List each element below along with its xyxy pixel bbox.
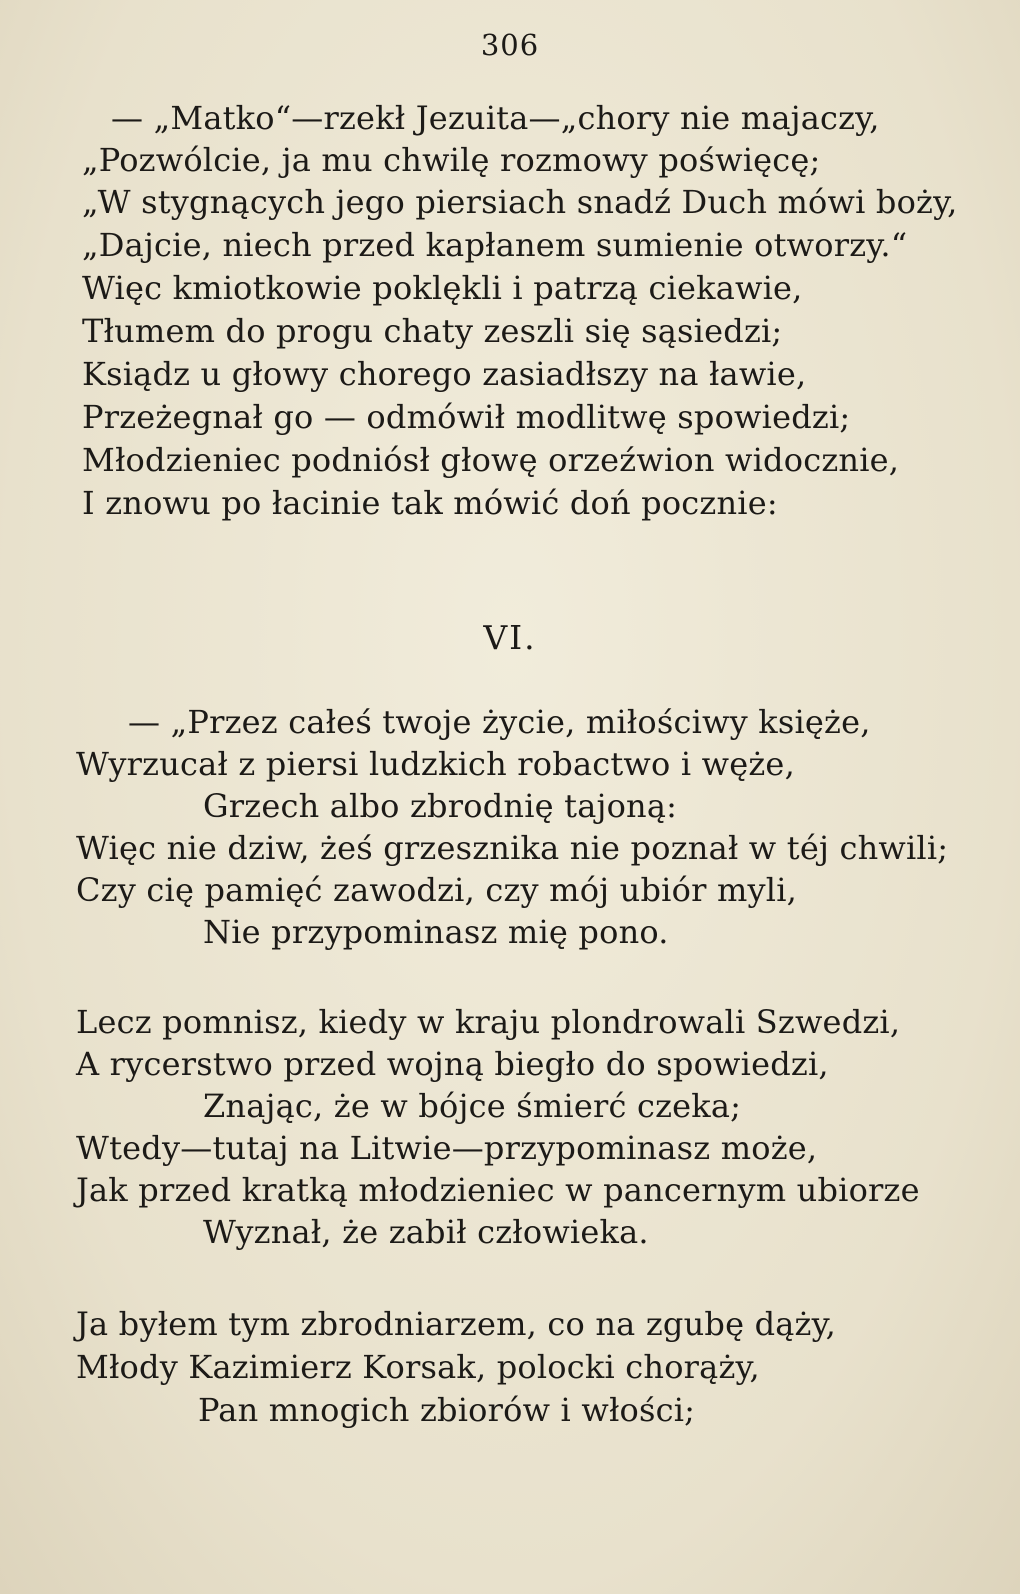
verse-line: Znając, że w bójce śmierć czeka; — [203, 1087, 742, 1125]
verse-line: „Pozwólcie, ja mu chwilę rozmowy poświęcę; — [82, 141, 821, 179]
verse-line: Pan mnogich zbiorów i włości; — [198, 1391, 696, 1429]
verse-line: Ja byłem tym zbrodniarzem, co na zgubę dąży, — [76, 1305, 837, 1343]
verse-line: Nie przypominasz mię pono. — [203, 913, 669, 951]
verse-line: Tłumem do progu chaty zeszli się sąsiedzi; — [82, 312, 783, 350]
section-heading: VI. — [483, 618, 537, 657]
verse-line: Przeżegnał go — odmówił modlitwę spowiedzi; — [82, 398, 851, 436]
verse-line: Grzech albo zbrodnię tajoną: — [203, 787, 678, 825]
verse-line: Wtedy—tutaj na Litwie—przypominasz może, — [76, 1129, 818, 1167]
verse-line: Więc kmiotkowie poklękli i patrzą ciekawie, — [82, 269, 803, 307]
verse-line: Ksiądz u głowy chorego zasiadłszy na ławie, — [82, 355, 807, 393]
verse-line: Lecz pomnisz, kiedy w kraju plondrowali Szwedzi, — [76, 1003, 901, 1041]
verse-line: — „Przez całeś twoje życie, miłościwy księże, — [128, 703, 871, 741]
verse-line: „W stygnących jego piersiach snadź Duch mówi boży, — [82, 183, 958, 221]
verse-line: Młodzieniec podniósł głowę orzeźwion widocznie, — [82, 441, 900, 479]
verse-line: Wyrzucał z piersi ludzkich robactwo i węże, — [76, 745, 795, 783]
verse-line: „Dajcie, niech przed kapłanem sumienie otworzy.“ — [82, 226, 908, 264]
verse-line: Więc nie dziw, żeś grzesznika nie poznał w téj chwili; — [76, 829, 949, 867]
verse-line: — „Matko“—rzekł Jezuita—„chory nie majaczy, — [111, 99, 880, 137]
verse-line: A rycerstwo przed wojną biegło do spowiedzi, — [76, 1045, 829, 1083]
page-number: 306 — [480, 28, 540, 62]
verse-line: I znowu po łacinie tak mówić doń pocznie: — [82, 484, 778, 522]
verse-line: Wyznał, że zabił człowieka. — [203, 1213, 649, 1251]
verse-line: Jak przed kratką młodzieniec w pancernym ubiorze — [76, 1171, 920, 1209]
verse-line: Czy cię pamięć zawodzi, czy mój ubiór myli, — [76, 871, 798, 909]
verse-line: Młody Kazimierz Korsak, polocki chorąży, — [76, 1348, 760, 1386]
